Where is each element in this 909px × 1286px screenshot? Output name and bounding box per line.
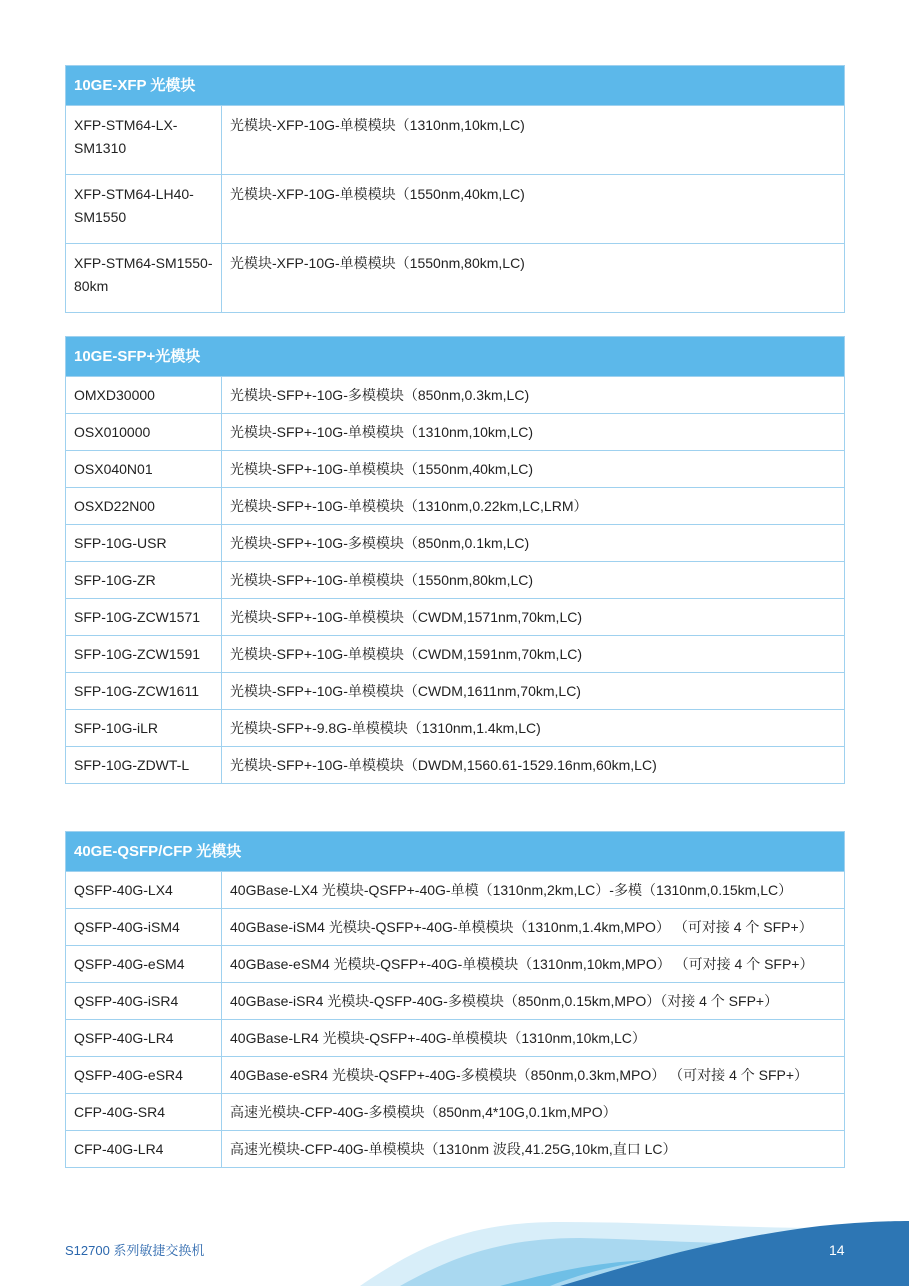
table-row bbox=[66, 525, 845, 562]
description-cell: 光模块-XFP-10G-单模模块（1310nm,10km,LC) bbox=[222, 106, 845, 175]
model-cell: OMXD30000 bbox=[66, 377, 222, 414]
description-cell: 高速光模块-CFP-40G-多模模块（850nm,4*10G,0.1km,MPO） bbox=[222, 1094, 845, 1131]
description-cell: 光模块-SFP+-10G-单模模块（DWDM,1560.61-1529.16nm,60km,LC) bbox=[222, 747, 845, 784]
section-title: 40GE-QSFP/CFP 光模块 bbox=[66, 832, 845, 872]
description-cell: 光模块-SFP+-10G-单模模块（1550nm,40km,LC) bbox=[222, 451, 845, 488]
model-cell: CFP-40G-LR4 bbox=[66, 1131, 222, 1168]
description-cell: 光模块-SFP+-10G-单模模块（1310nm,10km,LC) bbox=[222, 414, 845, 451]
model-cell: SFP-10G-ZCW1571 bbox=[66, 599, 222, 636]
page-number: 14 bbox=[829, 1242, 845, 1258]
description-cell: 40GBase-LX4 光模块-QSFP+-40G-单模（1310nm,2km,LC）-多模（1310nm,0.15km,LC） bbox=[222, 872, 845, 909]
table-row bbox=[66, 673, 845, 710]
table-row bbox=[66, 872, 845, 909]
model-cell: XFP-STM64-LX-SM1310 bbox=[66, 106, 222, 175]
description-cell: 40GBase-eSR4 光模块-QSFP+-40G-多模模块（850nm,0.3km,MPO） （可对接 4 个 SFP+） bbox=[222, 1057, 845, 1094]
table-row bbox=[66, 1131, 845, 1168]
description-cell: 光模块-SFP+-10G-单模模块（CWDM,1591nm,70km,LC) bbox=[222, 636, 845, 673]
model-cell: QSFP-40G-iSR4 bbox=[66, 983, 222, 1020]
section-10ge-sfp-plus bbox=[65, 336, 845, 784]
model-cell: CFP-40G-SR4 bbox=[66, 1094, 222, 1131]
table-row bbox=[66, 414, 845, 451]
table-row bbox=[66, 562, 845, 599]
model-cell: OSX010000 bbox=[66, 414, 222, 451]
module-table bbox=[65, 336, 845, 784]
footer-product-name: S12700 系列敏捷交换机 bbox=[65, 1243, 205, 1258]
table-row bbox=[66, 946, 845, 983]
description-cell: 光模块-SFP+-10G-单模模块（CWDM,1571nm,70km,LC) bbox=[222, 599, 845, 636]
model-cell: OSXD22N00 bbox=[66, 488, 222, 525]
description-cell: 光模块-SFP+-10G-单模模块（1310nm,0.22km,LC,LRM） bbox=[222, 488, 845, 525]
table-row bbox=[66, 1020, 845, 1057]
module-table bbox=[65, 65, 845, 313]
model-cell: XFP-STM64-SM1550-80km bbox=[66, 244, 222, 313]
model-cell: SFP-10G-USR bbox=[66, 525, 222, 562]
description-cell: 40GBase-eSM4 光模块-QSFP+-40G-单模模块（1310nm,10km,MPO） （可对接 4 个 SFP+） bbox=[222, 946, 845, 983]
section-title: 10GE-XFP 光模块 bbox=[66, 66, 845, 106]
module-table bbox=[65, 831, 845, 1168]
table-row bbox=[66, 1057, 845, 1094]
table-row bbox=[66, 636, 845, 673]
model-cell: SFP-10G-ZR bbox=[66, 562, 222, 599]
description-cell: 光模块-SFP+-9.8G-单模模块（1310nm,1.4km,LC) bbox=[222, 710, 845, 747]
description-cell: 40GBase-LR4 光模块-QSFP+-40G-单模模块（1310nm,10km,LC） bbox=[222, 1020, 845, 1057]
description-cell: 光模块-XFP-10G-单模模块（1550nm,80km,LC) bbox=[222, 244, 845, 313]
model-cell: QSFP-40G-LX4 bbox=[66, 872, 222, 909]
table-row bbox=[66, 377, 845, 414]
model-cell: XFP-STM64-LH40-SM1550 bbox=[66, 175, 222, 244]
model-cell: QSFP-40G-eSM4 bbox=[66, 946, 222, 983]
model-cell: SFP-10G-iLR bbox=[66, 710, 222, 747]
description-cell: 光模块-SFP+-10G-多模模块（850nm,0.1km,LC) bbox=[222, 525, 845, 562]
table-row bbox=[66, 599, 845, 636]
description-cell: 光模块-XFP-10G-单模模块（1550nm,40km,LC) bbox=[222, 175, 845, 244]
table-row bbox=[66, 747, 845, 784]
description-cell: 光模块-SFP+-10G-单模模块（CWDM,1611nm,70km,LC) bbox=[222, 673, 845, 710]
table-row bbox=[66, 909, 845, 946]
description-cell: 高速光模块-CFP-40G-单模模块（1310nm 波段,41.25G,10km,直口 LC） bbox=[222, 1131, 845, 1168]
model-cell: SFP-10G-ZCW1611 bbox=[66, 673, 222, 710]
model-cell: QSFP-40G-LR4 bbox=[66, 1020, 222, 1057]
table-row bbox=[66, 488, 845, 525]
model-cell: SFP-10G-ZCW1591 bbox=[66, 636, 222, 673]
table-row bbox=[66, 106, 845, 175]
table-row bbox=[66, 175, 845, 244]
description-cell: 40GBase-iSM4 光模块-QSFP+-40G-单模模块（1310nm,1.4km,MPO） （可对接 4 个 SFP+） bbox=[222, 909, 845, 946]
section-40ge-qsfp-cfp bbox=[65, 831, 845, 1168]
description-cell: 40GBase-iSR4 光模块-QSFP-40G-多模模块（850nm,0.15km,MPO）（对接 4 个 SFP+） bbox=[222, 983, 845, 1020]
description-cell: 光模块-SFP+-10G-单模模块（1550nm,80km,LC) bbox=[222, 562, 845, 599]
model-cell: SFP-10G-ZDWT-L bbox=[66, 747, 222, 784]
table-row bbox=[66, 244, 845, 313]
model-cell: QSFP-40G-eSR4 bbox=[66, 1057, 222, 1094]
table-row bbox=[66, 451, 845, 488]
model-cell: QSFP-40G-iSM4 bbox=[66, 909, 222, 946]
table-row bbox=[66, 710, 845, 747]
model-cell: OSX040N01 bbox=[66, 451, 222, 488]
table-row bbox=[66, 983, 845, 1020]
section-title: 10GE-SFP+光模块 bbox=[66, 337, 845, 377]
table-row bbox=[66, 1094, 845, 1131]
description-cell: 光模块-SFP+-10G-多模模块（850nm,0.3km,LC) bbox=[222, 377, 845, 414]
section-10ge-xfp bbox=[65, 65, 845, 313]
